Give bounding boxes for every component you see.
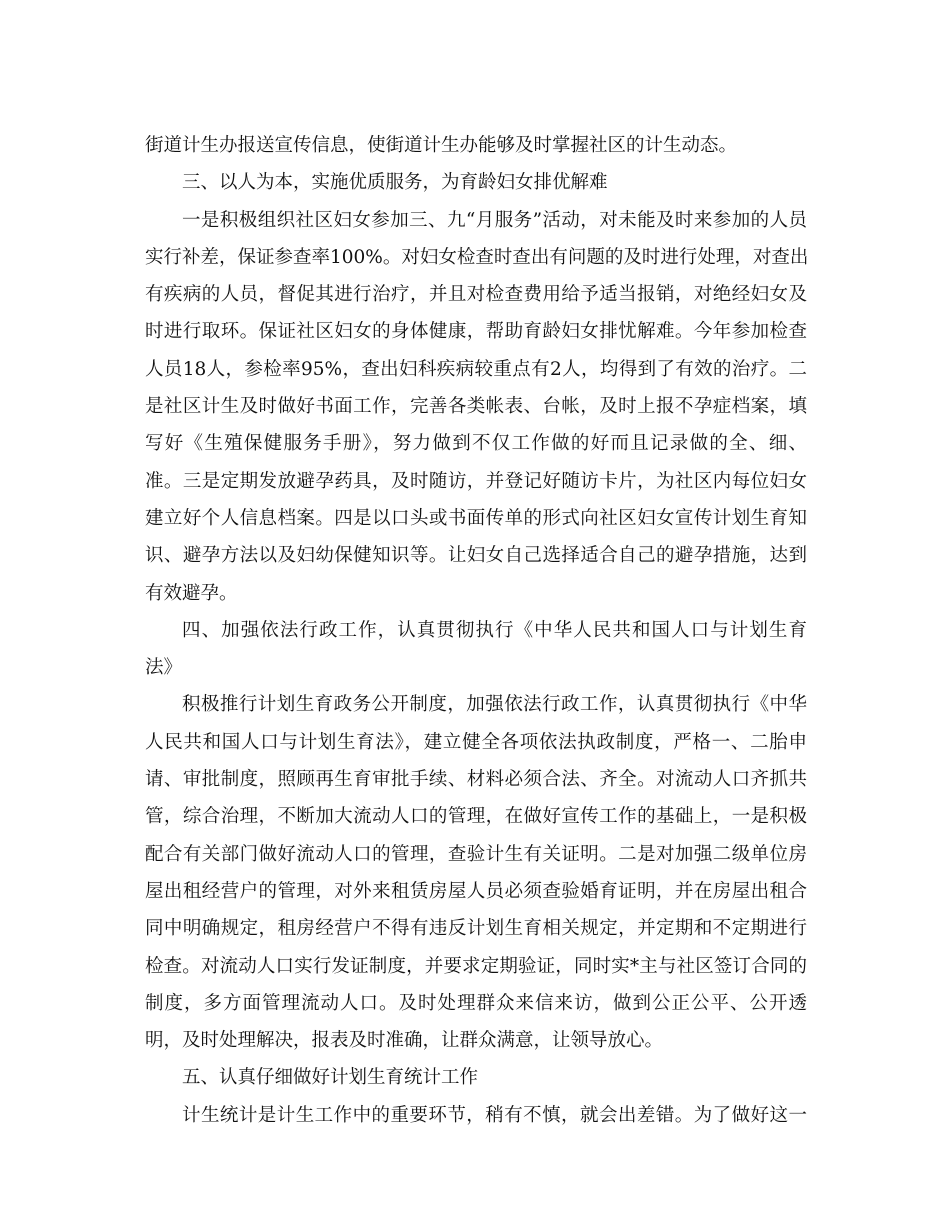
document-body xyxy=(145,127,807,1134)
text-line: 三、以人为本，实施优质服务，为育龄妇女排优解难 xyxy=(182,172,608,194)
text-line: 建立好个人信息档案。四是以口头或书面传单的形式向社区妇女宣传计划生育知 xyxy=(145,507,807,529)
text-line: 配合有关部门做好流动人口的管理，查验计生有关证明。二是对加强二级单位房 xyxy=(145,843,807,865)
text-line: 屋出租经营户的管理，对外来租赁房屋人员必须查验婚育证明，并在房屋出租合 xyxy=(145,880,807,902)
text-line: 法》 xyxy=(145,657,183,679)
text-line: 时进行取环。保证社区妇女的身体健康，帮助育龄妇女排忧解难。今年参加检查 xyxy=(145,321,807,343)
text-line: 人民共和国人口与计划生育法》，建立健全各项依法执政制度，严格一、二胎申 xyxy=(145,731,807,753)
text-line: 准。三是定期发放避孕药具，及时随访，并登记好随访卡片，为社区内每位妇女 xyxy=(145,470,807,492)
text-line: 人员18人，参检率95%，查出妇科疾病较重点有2人，均得到了有效的治疗。二 xyxy=(145,358,807,380)
text-line: 计生统计是计生工作中的重要环节，稍有不慎，就会出差错。为了做好这一 xyxy=(182,1104,807,1126)
text-line: 请、审批制度，照顾再生育审批手续、材料必须合法、齐全。对流动人口齐抓共 xyxy=(145,769,807,791)
text-line: 积极推行计划生育政务公开制度，加强依法行政工作，认真贯彻执行《中华 xyxy=(182,694,807,716)
text-line: 检查。对流动人口实行发证制度，并要求定期验证，同时实*主与社区签订合同的 xyxy=(145,955,807,977)
text-line: 五、认真仔细做好计划生育统计工作 xyxy=(182,1067,479,1089)
text-line: 有效避孕。 xyxy=(145,582,238,604)
text-line: 一是积极组织社区妇女参加三、九“月服务”活动，对未能及时来参加的人员 xyxy=(182,209,807,231)
text-line: 四、加强依法行政工作，认真贯彻执行《中华人民共和国人口与计划生育 xyxy=(182,619,807,641)
text-line: 制度，多方面管理流动人口。及时处理群众来信来访，做到公正公平、公开透 xyxy=(145,992,807,1014)
text-line: 写好《生殖保健服务手册》，努力做到不仅工作做的好而且记录做的全、细、 xyxy=(145,433,807,455)
text-line: 明，及时处理解决，报表及时准确，让群众满意，让领导放心。 xyxy=(145,1030,664,1052)
text-line: 街道计生办报送宣传信息，使街道计生办能够及时掌握社区的计生动态。 xyxy=(145,135,738,156)
text-line: 有疾病的人员，督促其进行治疗，并且对检查费用给予适当报销，对绝经妇女及 xyxy=(145,284,807,306)
text-line: 管，综合治理，不断加大流动人口的管理，在做好宣传工作的基础上，一是积极 xyxy=(145,806,807,828)
text-line: 识、避孕方法以及妇幼保健知识等。让妇女自己选择适合自己的避孕措施，达到 xyxy=(145,545,807,567)
text-line: 同中明确规定，租房经营户不得有违反计划生育相关规定，并定期和不定期进行 xyxy=(145,918,807,940)
text-line: 实行补差，保证参查率100%。对妇女检查时查出有问题的及时进行处理，对查出 xyxy=(145,246,809,268)
text-line: 是社区计生及时做好书面工作，完善各类帐表、台帐，及时上报不孕症档案，填 xyxy=(145,396,807,418)
